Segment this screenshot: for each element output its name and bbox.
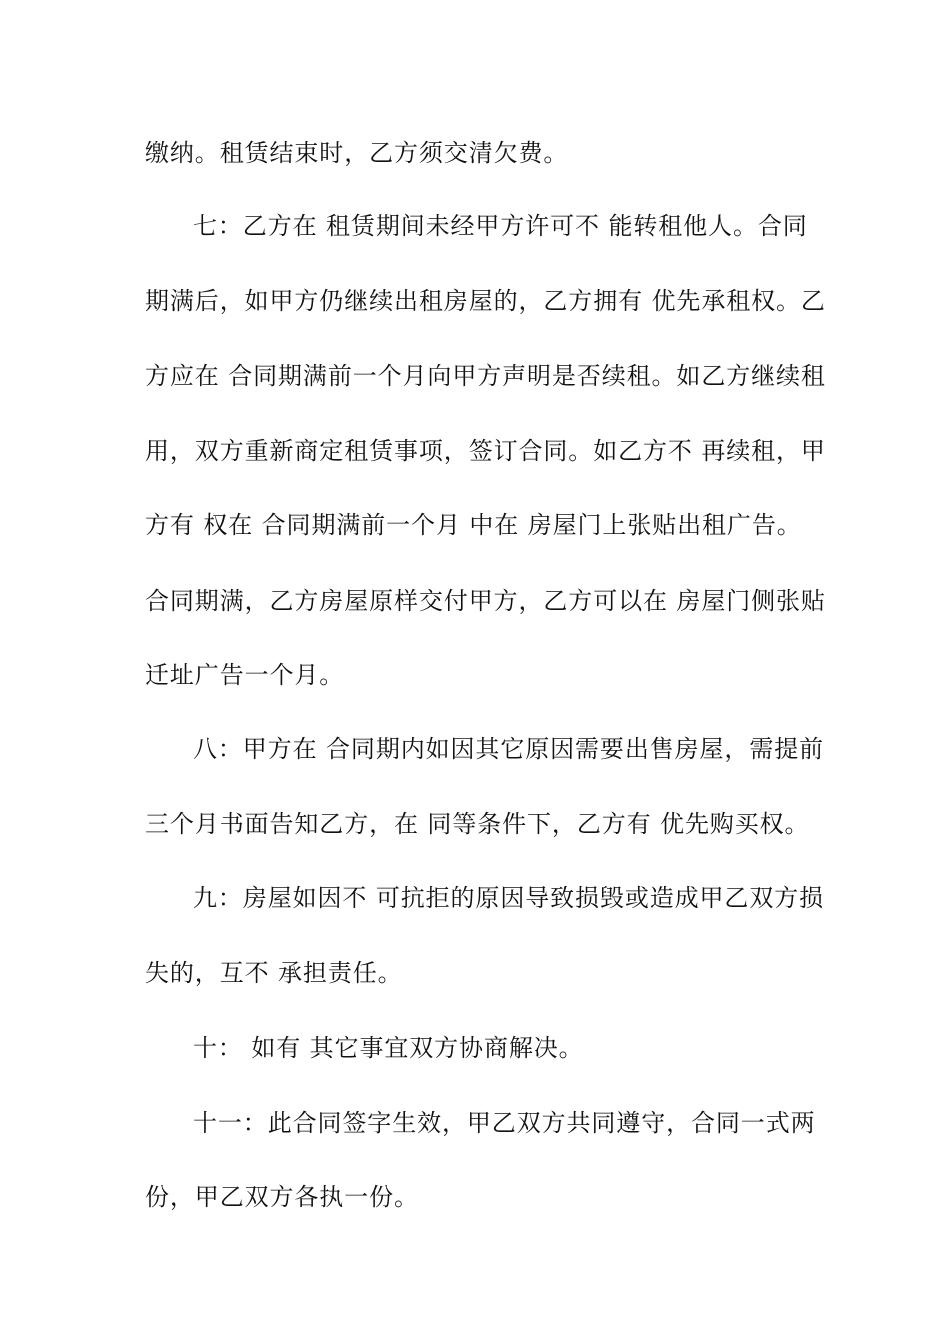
text-line: 方应在 合同期满前一个月向甲方声明是否续租。如乙方继续租 [145,362,826,390]
text-line: 失的，互不 承担责任。 [145,959,403,987]
clause-9-line: 九：房屋如因不 可抗拒的原因导致损毁或造成甲乙双方损 [193,884,825,912]
clause-10-line: 十： 如有 其它事宜双方协商解决。 [193,1034,584,1062]
text-line: 期满后，如甲方仍继续出租房屋的，乙方拥有 优先承租权。乙 [145,287,826,315]
clause-7-line: 七：乙方在 租赁期间未经甲方许可不 能转租他人。合同 [193,212,808,240]
text-line: 用，双方重新商定租赁事项，签订合同。如乙方不 再续租，甲 [145,437,826,465]
text-line: 缴纳。租赁结束时，乙方须交清欠费。 [145,139,569,167]
clause-11-line: 十一：此合同签字生效，甲乙双方共同遵守，合同一式两 [193,1109,816,1137]
text-line: 迁址广告一个月。 [145,661,345,689]
text-line: 方有 权在 合同期满前一个月 中在 房屋门上张贴出租广告。 [145,511,802,539]
clause-8-line: 八：甲方在 合同期内如因其它原因需要出售房屋，需提前 [193,735,825,763]
text-line: 合同期满，乙方房屋原样交付甲方，乙方可以在 房屋门侧张贴 [145,587,826,615]
text-line: 三个月书面告知乙方，在 同等条件下，乙方有 优先购买权。 [145,810,810,838]
text-line: 份，甲乙双方各执一份。 [145,1183,419,1211]
